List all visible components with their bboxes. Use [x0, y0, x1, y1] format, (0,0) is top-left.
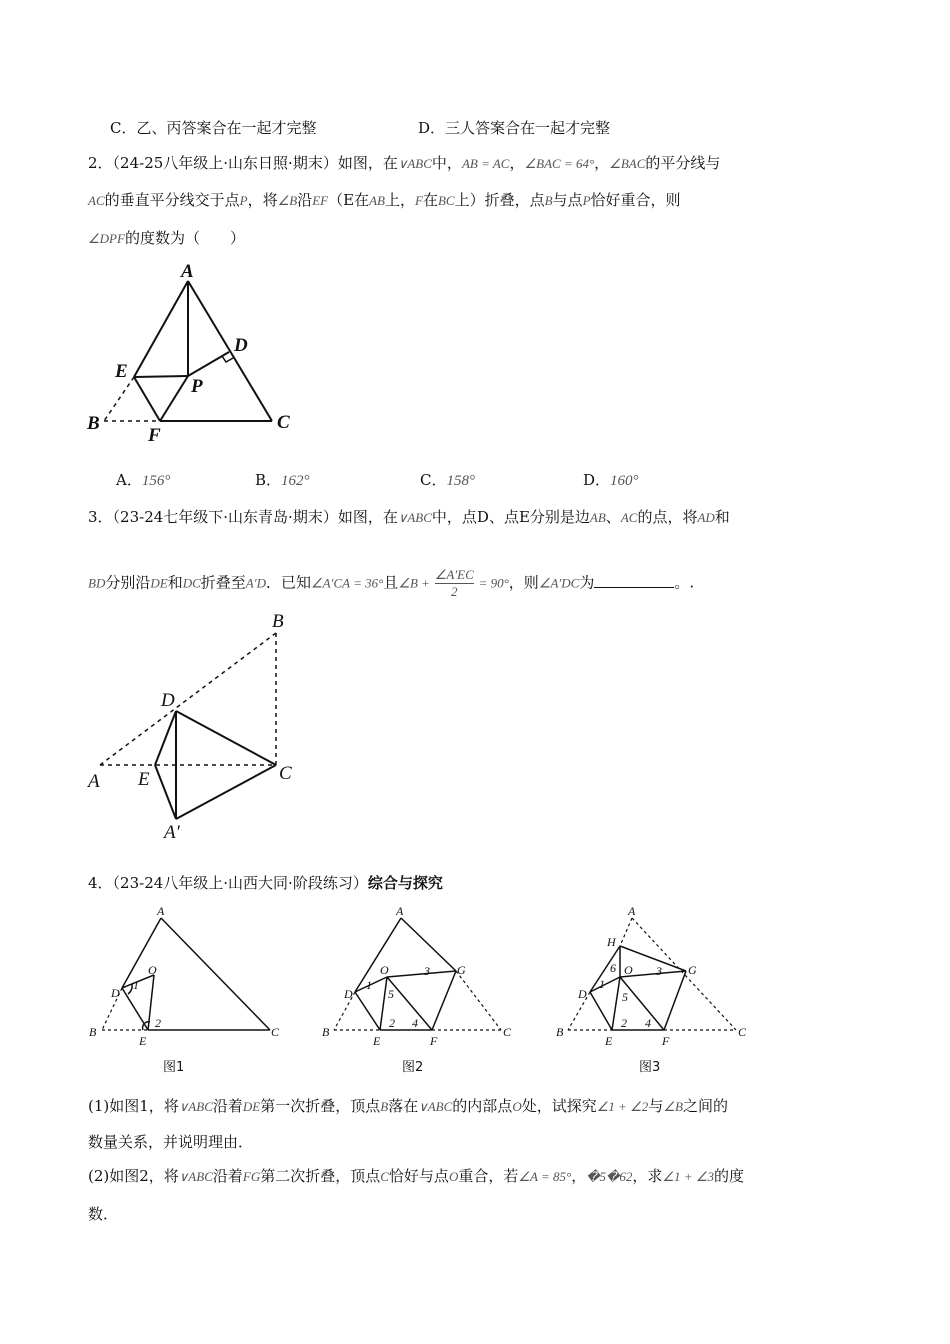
q4-f2-A: A	[396, 904, 404, 918]
q4-p1-line-1: (1)如图1，将∨ABC沿着DE第一次折叠，顶点B落在∨ABC的内部点O处，试探究∠1 + ∠2与∠B之间的	[88, 1097, 728, 1115]
q2-line-2: AC的垂直平分线交于点P，将∠B沿EF（E在AB上，F在BC上）折叠，点B与点P恰好重合，则	[88, 191, 681, 209]
q3-fraction: $\frac{\angle A'EC}{2}$	[434, 567, 474, 599]
q4-p2-line-2: 数．	[88, 1205, 119, 1223]
q2-label-B: B	[87, 413, 100, 434]
q2-label-E: E	[115, 361, 128, 382]
q2-label-D: D	[234, 335, 248, 356]
q4-f3-n1: 1	[599, 977, 605, 991]
q2-label-C: C	[277, 412, 290, 433]
q4-f1-B: B	[89, 1025, 97, 1039]
q4-f3-E: E	[605, 1034, 613, 1048]
q4-f3-n6: 6	[610, 961, 616, 975]
q4-f1-n1: 1	[133, 978, 139, 992]
q4-f3-n4: 4	[645, 1016, 651, 1030]
q4-p2-line-1: (2)如图2，将∨ABC沿着FG第二次折叠，顶点C恰好与点O重合，若∠A = 85°，�5�62，求∠1 + ∠3的度	[88, 1167, 744, 1185]
q2-option-d: D．160°	[583, 471, 639, 489]
q4-f2-D: D	[344, 987, 353, 1001]
q3-line-1: 3．（23-24七年级下·山东青岛·期末）如图，在∨ABC中，点D、点E分别是边AB、AC的点，将AD和	[88, 508, 730, 526]
q2-option-b: B．162°	[255, 471, 310, 489]
q4-f3-O: O	[624, 963, 633, 977]
q2-line-3: ∠DPF的度数为（ ）	[88, 229, 245, 247]
q3-label-Ap: A′	[164, 822, 180, 843]
q4-f1-n2: 2	[155, 1016, 161, 1030]
q4-fig2-caption: 图2	[402, 1060, 424, 1075]
q4-f1-C: C	[271, 1025, 280, 1039]
q4-f2-F: F	[430, 1034, 438, 1048]
q2-label-F: F	[148, 425, 161, 446]
q4-f1-A: A	[157, 904, 165, 918]
q4-fig1	[89, 904, 280, 1048]
q2-option-c: C．158°	[420, 471, 475, 489]
q4-f3-H: H	[607, 935, 616, 949]
q2-label-A: A	[181, 261, 194, 282]
q4-f2-B: B	[322, 1025, 330, 1039]
q4-f3-A: A	[628, 904, 636, 918]
q3-label-C: C	[279, 763, 292, 784]
q4-f3-B: B	[556, 1025, 564, 1039]
q3-label-D: D	[161, 690, 175, 711]
q4-f3-F: F	[662, 1034, 670, 1048]
q2-option-a: A．156°	[116, 471, 171, 489]
q4-f3-G: G	[688, 963, 697, 977]
q4-fig2	[322, 904, 512, 1048]
q4-f2-n2: 2	[389, 1016, 395, 1030]
q3-label-B: B	[272, 611, 284, 632]
q2-label-P: P	[191, 376, 203, 397]
q3-label-A: A	[88, 771, 100, 792]
q4-f1-E: E	[139, 1034, 147, 1048]
q4-f2-n5: 5	[388, 987, 394, 1001]
q1-option-c: C．乙、丙答案合在一起才完整	[110, 119, 317, 137]
q3-label-E: E	[138, 769, 150, 790]
q4-f2-n1: 1	[366, 978, 372, 992]
q4-fig3-caption: 图3	[639, 1060, 661, 1075]
q4-f1-O: O	[148, 963, 157, 977]
q4-line-1: 4．（23-24八年级上·山西大同·阶段练习）综合与探究	[88, 874, 443, 892]
q4-f3-C: C	[738, 1025, 747, 1039]
q4-f3-n3: 3	[656, 964, 662, 978]
q4-f2-O: O	[380, 963, 389, 977]
q4-fig1-caption: 图1	[163, 1060, 185, 1075]
q4-f2-n3: 3	[424, 964, 430, 978]
q4-f2-E: E	[373, 1034, 381, 1048]
q4-fig3	[556, 904, 747, 1048]
q3-line-2: BD分别沿DE和DC折叠至A′D．已知∠A′CA = 36°且∠B + $\frac{\angle A'EC}{2}$ = 90°，则∠A′DC为 。.	[88, 567, 695, 599]
q1-option-d: D．三人答案合在一起才完整	[418, 119, 611, 137]
q4-f1-D: D	[111, 986, 120, 1000]
q4-f3-n5: 5	[622, 990, 628, 1004]
q4-f2-G: G	[457, 963, 466, 977]
q4-p1-line-2: 数量关系，并说明理由．	[88, 1133, 254, 1151]
q4-f3-n2: 2	[621, 1016, 627, 1030]
q4-f3-D: D	[578, 987, 587, 1001]
q2-line-1: 2．（24-25八年级上·山东日照·期末）如图，在∨ABC中，AB = AC，∠BAC = 64°，∠BAC的平分线与	[88, 154, 721, 172]
q4-f2-C: C	[503, 1025, 512, 1039]
q4-f2-n4: 4	[412, 1016, 418, 1030]
